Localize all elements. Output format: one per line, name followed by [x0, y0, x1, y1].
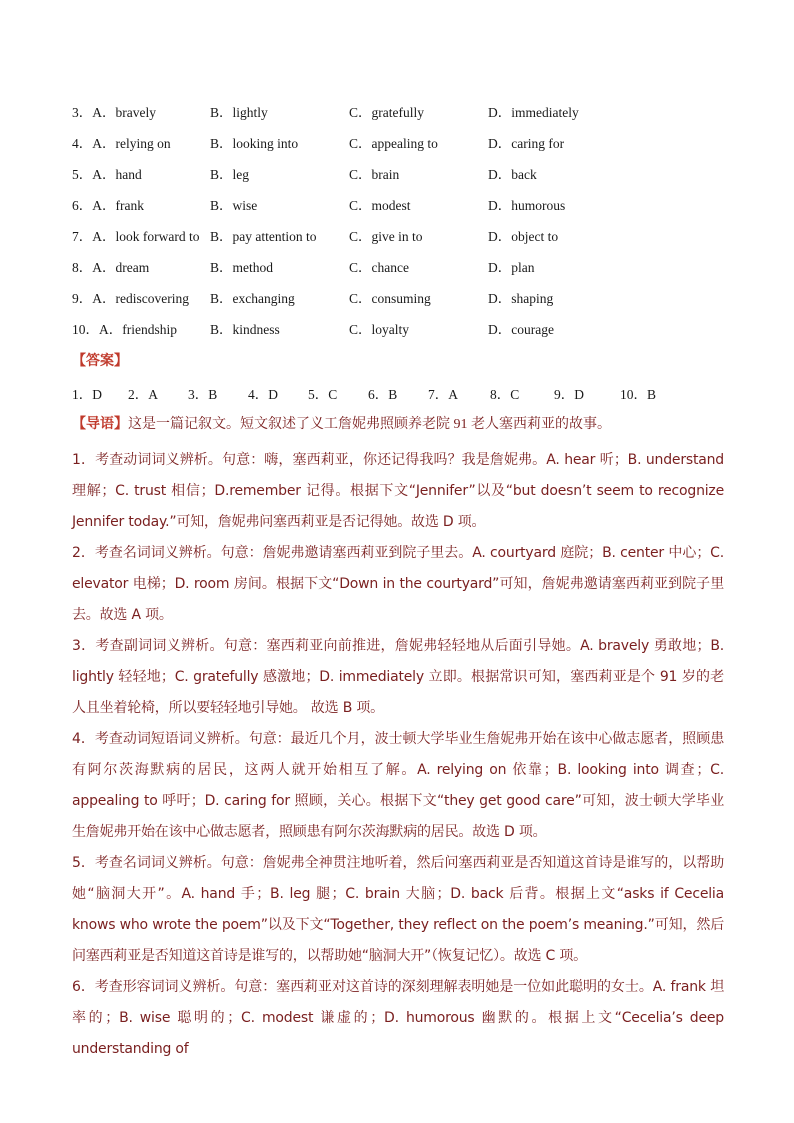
explanation-paragraph: 6．考查形容词词义辨析。句意：塞西莉亚对这首诗的深刻理解表明她是一位如此聪明的女士。A. frank 坦率的；B. wise 聪明的；C. modest 谦虚的；D. humorous 幽默的。根据上文“Cecelia’s deep understanding of [72, 979, 724, 1057]
option-choice: 8．A．dream [72, 260, 150, 275]
option-choice: C．loyalty [349, 322, 409, 337]
option-choice: 9．A．rediscovering [72, 291, 189, 306]
guide-tag: 【导语】 [72, 417, 128, 432]
option-choice: C．chance [349, 260, 409, 275]
option-choice: 6．A．frank [72, 198, 144, 213]
answer-item: 8．C [490, 387, 520, 402]
explanation-paragraph: 1．考查动词词义辨析。句意：嗨，塞西莉亚，你还记得我吗？我是詹妮弗。A. hear 听；B. understand 理解；C. trust 相信；D.remember 记得。根据下文“Jennifer”以及“but doesn’t seem to recognize Jennifer today.”可知，詹妮弗问塞西莉亚是否记得她。故选 D 项。 [72, 452, 724, 530]
explanation-paragraph: 5．考查名词词义辨析。句意：詹妮弗全神贯注地听着，然后问塞西莉亚是否知道这首诗是谁写的，以帮助她“脑洞大开”。A. hand 手；B. leg 腿；C. brain 大脑；D. back 后背。根据上文“asks if Cecelia knows who wrote the poem”以及下文“Together, they reflect on the poem’s meaning.”可知，然后问塞西莉亚是否知道这首诗是谁写的，以帮助她“脑洞大开”（恢复记忆）。故选 C 项。 [72, 855, 724, 964]
option-choice: C．consuming [349, 291, 431, 306]
explanation-paragraph: 3．考查副词词义辨析。句意：塞西莉亚向前推进，詹妮弗轻轻地从后面引导她。A. bravely 勇敢地；B. lightly 轻轻地；C. gratefully 感激地；D. immediately 立即。根据常识可知，塞西莉亚是个 91 岁的老人且坐着轮椅，所以要轻轻地引导她。 故选 B 项。 [72, 638, 724, 716]
option-choice: B．exchanging [210, 291, 295, 306]
guide-text: 这是一篇记叙文。短文叙述了义工詹妮弗照顾养老院 91 老人塞西莉亚的故事。 [128, 417, 611, 432]
option-choice: 3．A．bravely [72, 105, 156, 120]
option-choice: B．method [210, 260, 273, 275]
option-choice: D．plan [488, 260, 535, 275]
option-choice: C．brain [349, 167, 400, 182]
option-choice: D．back [488, 167, 537, 182]
option-choice: C．appealing to [349, 136, 438, 151]
option-choice: D．humorous [488, 198, 566, 213]
option-choice: D．caring for [488, 136, 565, 151]
option-choice: 10．A．friendship [72, 322, 177, 337]
answer-item: 9．D [554, 387, 584, 402]
answer-item: 6．B [368, 387, 398, 402]
option-choice: D．courage [488, 322, 554, 337]
option-choice: D．shaping [488, 291, 554, 306]
option-choice: B．pay attention to [210, 229, 317, 244]
option-choice: C．give in to [349, 229, 423, 244]
option-choice: 7．A．look forward to [72, 229, 200, 244]
option-choice: C．modest [349, 198, 411, 213]
option-choice: B．looking into [210, 136, 299, 151]
guide-line [72, 413, 611, 433]
answer-item: 1．D [72, 387, 102, 402]
explanation-paragraph: 4．考查动词短语词义辨析。句意：最近几个月，波士顿大学毕业生詹妮弗开始在该中心做志愿者，照顾患有阿尔茨海默病的居民，这两人就开始相互了解。A. relying on 依靠；B. looking into 调查；C. appealing to 呼吁；D. caring for 照顾，关心。根据下文“they get good care”可知，波士顿大学毕业生詹妮弗开始在该中心做志愿者，照顾患有阿尔茨海默病的居民。故选 D 项。 [72, 731, 724, 840]
answer-row [72, 383, 722, 403]
option-choice: B．kindness [210, 322, 280, 337]
answer-item: 7．A [428, 387, 458, 402]
answer-item: 5．C [308, 387, 338, 402]
option-choice: B．lightly [210, 105, 268, 120]
option-choice: D．object to [488, 229, 559, 244]
option-choice: D．immediately [488, 105, 579, 120]
answer-item: 10．B [620, 387, 657, 402]
answer-heading: 【答案】 [72, 354, 128, 369]
option-choice: 5．A．hand [72, 167, 142, 182]
explanation-paragraph: 2．考查名词词义辨析。句意：詹妮弗邀请塞西莉亚到院子里去。A. courtyard 庭院；B. center 中心；C. elevator 电梯；D. room 房间。根据下文“Down in the courtyard”可知，詹妮弗邀请塞西莉亚到院子里去。故选 A 项。 [72, 545, 724, 623]
option-choice: B．leg [210, 167, 249, 182]
answer-item: 3．B [188, 387, 218, 402]
answer-item: 2．A [128, 387, 158, 402]
option-choice: C．gratefully [349, 105, 424, 120]
option-choice: 4．A．relying on [72, 136, 171, 151]
answer-item: 4．D [248, 387, 278, 402]
option-choice: B．wise [210, 198, 258, 213]
explanation-block [72, 445, 724, 1065]
